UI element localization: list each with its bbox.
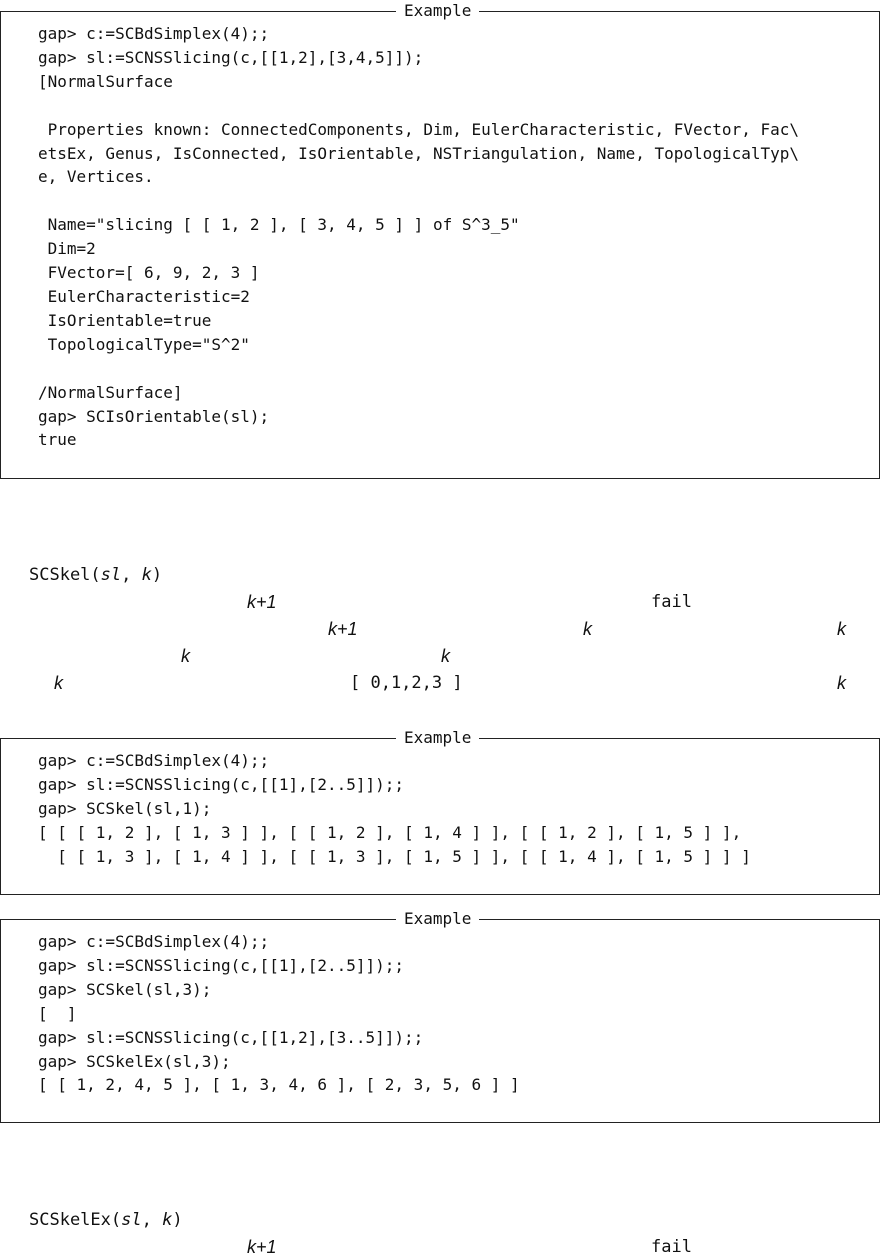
code-line: Properties known: ConnectedComponents, Dim, EulerCharacteristic, FVector, Fac\	[38, 119, 799, 139]
arg-separator: ,	[141, 1210, 163, 1230]
example-title: Example	[396, 2, 479, 20]
code-line: gap> SCIsOrientable(sl);	[38, 406, 270, 426]
desc-fragment: k	[583, 619, 592, 639]
code-line: gap> c:=SCBdSimplex(4);;	[38, 932, 270, 951]
desc-fragment: fail	[651, 1237, 692, 1257]
close-paren: )	[172, 1210, 183, 1230]
desc-fragment: k	[441, 646, 450, 666]
desc-fragment: k	[837, 619, 846, 639]
code-line: gap> c:=SCBdSimplex(4);;	[38, 751, 270, 770]
desc-fragment: k+1	[328, 619, 358, 639]
code-line: gap> SCSkelEx(sl,3);	[38, 1051, 231, 1071]
function-name: SCSkel(	[29, 565, 101, 585]
arg-k: k	[141, 565, 152, 585]
desc-fragment: k+1	[247, 1237, 277, 1257]
code-line: etsEx, Genus, IsConnected, IsOrientable, NSTriangulation, Name, TopologicalTyp\	[38, 143, 799, 163]
desc-fragment: [ 0,1,2,3 ]	[350, 673, 463, 693]
code-line: [ ]	[38, 1003, 77, 1023]
close-paren: )	[151, 565, 163, 585]
code-line: true	[38, 430, 77, 450]
desc-fragment: k	[54, 673, 63, 693]
example-title: Example	[396, 729, 479, 747]
code-block	[38, 22, 799, 452]
function-name: SCSkelEx(	[29, 1210, 122, 1230]
arg-k: k	[162, 1210, 173, 1230]
code-line: gap> SCSkel(sl,1);	[38, 798, 212, 818]
code-line: TopologicalType="S^2"	[38, 334, 250, 354]
code-line: gap> c:=SCBdSimplex(4);;	[38, 24, 270, 43]
code-line: Name="slicing [ [ 1, 2 ], [ 3, 4, 5 ] ] of S^3_5"	[38, 215, 520, 235]
desc-fragment: k	[837, 673, 846, 693]
code-block	[38, 749, 751, 869]
code-line: gap> sl:=SCNSSlicing(c,[[1,2],[3..5]]);;	[38, 1027, 424, 1047]
function-signature-scskelex	[29, 1210, 183, 1230]
code-line: e, Vertices.	[38, 167, 154, 187]
code-line: gap> sl:=SCNSSlicing(c,[[1],[2..5]]);;	[38, 955, 405, 975]
code-line: EulerCharacteristic=2	[38, 286, 250, 306]
desc-fragment: k+1	[247, 592, 277, 612]
code-line: gap> sl:=SCNSSlicing(c,[[1],[2..5]]);;	[38, 774, 405, 794]
example-box-1	[0, 1, 880, 479]
arg-sl: sl	[100, 565, 122, 585]
example-box-3	[0, 909, 880, 1123]
arg-sl: sl	[121, 1210, 142, 1230]
code-line: /NormalSurface]	[38, 382, 183, 402]
code-line: [ [ 1, 3 ], [ 1, 4 ] ], [ [ 1, 3 ], [ 1, 5 ] ], [ [ 1, 4 ], [ 1, 5 ] ] ]	[38, 846, 751, 866]
code-line: gap> sl:=SCNSSlicing(c,[[1,2],[3,4,5]]);	[38, 47, 424, 67]
desc-fragment: fail	[651, 592, 692, 612]
code-line: [ [ [ 1, 2 ], [ 1, 3 ] ], [ [ 1, 2 ], [ 1, 4 ] ], [ [ 1, 2 ], [ 1, 5 ] ],	[38, 822, 742, 842]
code-block	[38, 930, 520, 1097]
arg-separator: ,	[121, 565, 142, 585]
example-box-2	[0, 728, 880, 895]
code-line: FVector=[ 6, 9, 2, 3 ]	[38, 263, 260, 283]
code-line: gap> SCSkel(sl,3);	[38, 979, 212, 999]
code-line: [NormalSurface	[38, 71, 173, 91]
code-line: IsOrientable=true	[38, 310, 212, 330]
code-line: Dim=2	[38, 239, 96, 259]
example-title: Example	[396, 910, 479, 928]
code-line: [ [ 1, 2, 4, 5 ], [ 1, 3, 4, 6 ], [ 2, 3, 5, 6 ] ]	[38, 1075, 520, 1095]
desc-fragment: k	[181, 646, 190, 666]
function-signature-scskel	[29, 565, 162, 585]
